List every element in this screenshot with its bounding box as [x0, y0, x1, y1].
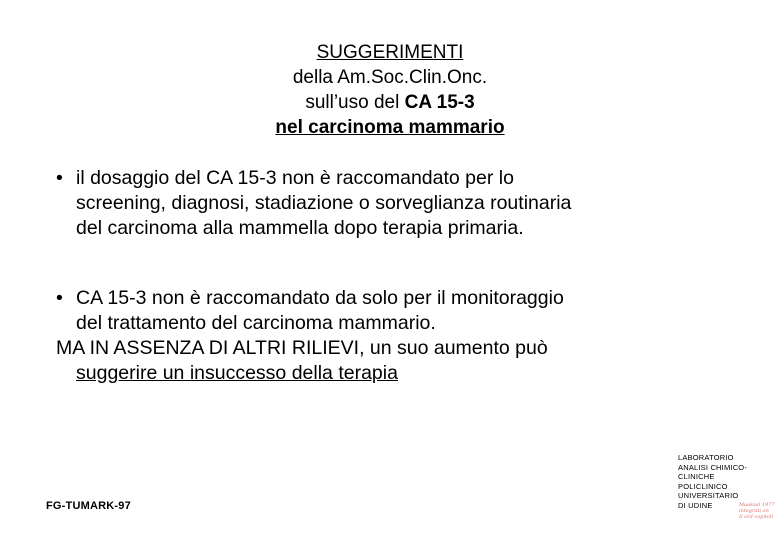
- conclusion-line-1: MA IN ASSENZA DI ALTRI RILIEVI, un suo aumento può: [56, 337, 548, 359]
- bullet-item-2: [56, 286, 756, 336]
- conclusion-line-2: suggerire un insuccesso della terapia: [76, 362, 398, 384]
- bullet-1-line-2: screening, diagnosi, stadiazione o sorveglianza routinaria: [76, 192, 572, 214]
- bullet-1-line-3: del carcinoma alla mammella dopo terapia primaria.: [76, 217, 524, 239]
- bullet-1-line-1: il dosaggio del CA 15-3 non è raccomandato per lo: [76, 167, 514, 189]
- bullet-marker: •: [56, 287, 63, 309]
- stamp-logo: [739, 502, 779, 532]
- lab-credit: [678, 453, 747, 511]
- slide-title: [0, 40, 780, 140]
- title-line-1: SUGGERIMENTI: [316, 42, 464, 63]
- lab-line-3: CLINICHE: [678, 472, 715, 482]
- title-line-3: [0, 90, 780, 115]
- lab-line-5: UNIVERSITARIO: [678, 491, 739, 501]
- bullet-list: [56, 166, 756, 386]
- lab-line-6: DI UDINE: [678, 500, 713, 510]
- stamp-line-1: Maaksal 1977: [739, 502, 775, 508]
- stamp-line-3: Il ord capitoli: [739, 514, 774, 520]
- stamp-line-2: integrati on: [739, 508, 769, 514]
- title-line-3-prefix: sull’uso del: [305, 92, 405, 113]
- title-line-3-bold: CA 15-3: [404, 92, 475, 113]
- title-line-4: nel carcinoma mammario: [275, 117, 505, 138]
- bullet-2-line-1: CA 15-3 non è raccomandato da solo per il monitoraggio: [76, 287, 564, 309]
- lab-line-4: POLICLINICO: [678, 481, 728, 491]
- title-line-2: della Am.Soc.Clin.Onc.: [292, 67, 488, 88]
- document-code: FG-TUMARK-97: [46, 500, 131, 512]
- bullet-item-1: [56, 166, 756, 241]
- bullet-2-line-2: del trattamento del carcinoma mammario.: [76, 312, 436, 334]
- bullet-marker: •: [56, 167, 63, 189]
- lab-line-1: LABORATORIO: [678, 453, 734, 462]
- lab-line-2: ANALISI CHIMICO-: [678, 462, 748, 472]
